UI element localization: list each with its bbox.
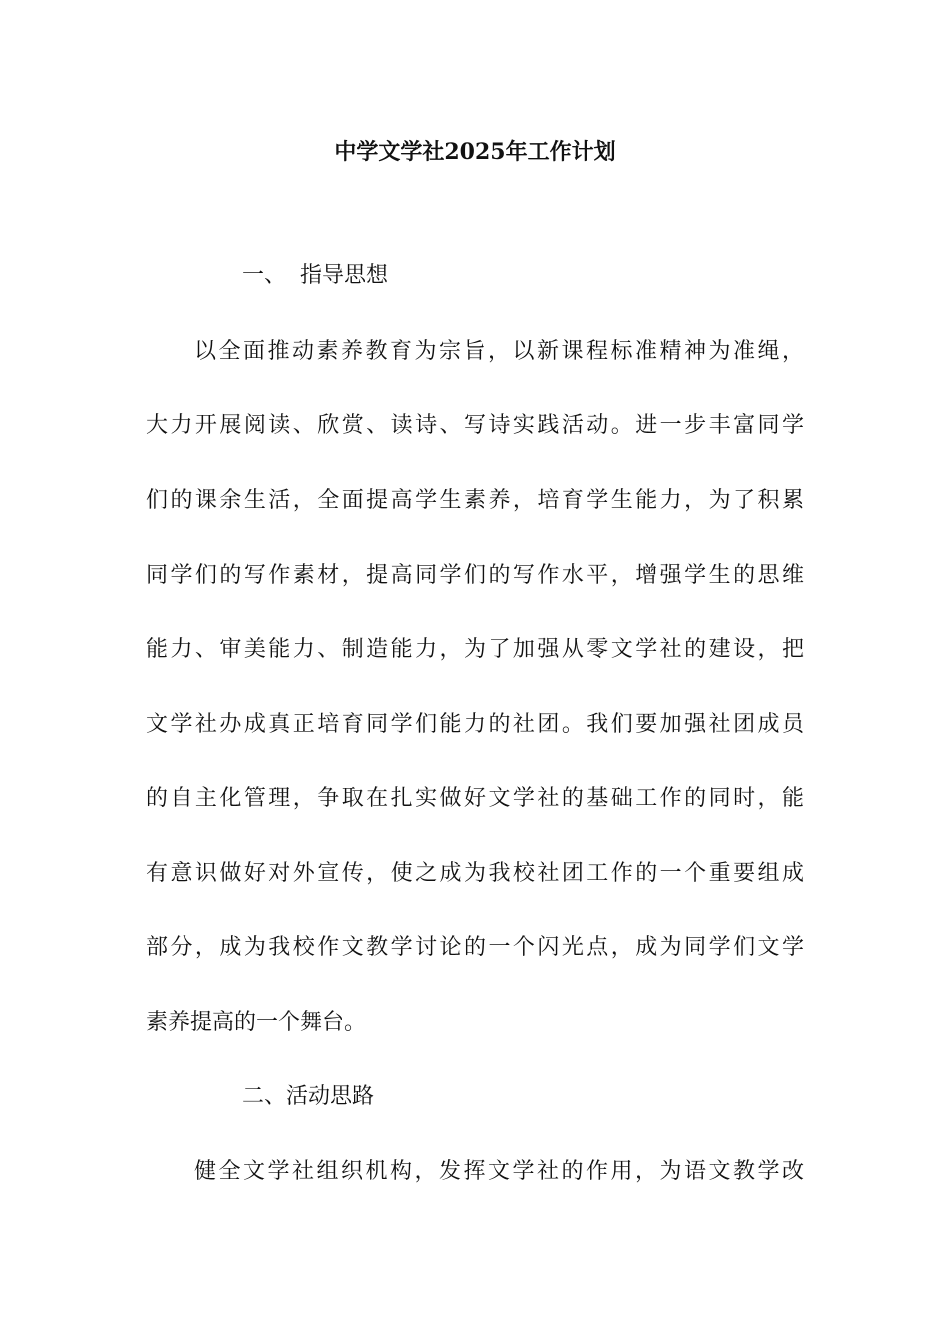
section-heading-activity-ideas: 二、活动思路 [242,1084,375,1109]
paragraph-line: 文学社办成真正培育同学们能力的社团。我们要加强社团成员 [146,712,804,737]
document-title: 中学文学社2025年工作计划 [334,139,616,165]
paragraph-line: 的自主化管理，争取在扎实做好文学社的基础工作的同时，能 [146,786,804,811]
section-number: 一、 [242,263,287,288]
paragraph-line: 能力、审美能力、制造能力，为了加强从零文学社的建设，把 [146,637,804,662]
paragraph-line: 部分，成为我校作文教学讨论的一个闪光点，成为同学们文学 [146,935,804,960]
paragraph-line: 健全文学社组织机构，发挥文学社的作用，为语文教学改 [194,1159,804,1184]
paragraph-line: 有意识做好对外宣传，使之成为我校社团工作的一个重要组成 [146,861,804,886]
paragraph-line: 大力开展阅读、欣赏、读诗、写诗实践活动。进一步丰富同学 [146,413,804,438]
section-heading-guiding-ideology [242,260,388,292]
section-heading-text: 指导思想 [300,263,389,288]
paragraph-line: 以全面推动素养教育为宗旨，以新课程标准精神为准绳， [194,339,804,364]
paragraph-line: 素养提高的一个舞台。 [146,1010,367,1035]
paragraph-line: 同学们的写作素材，提高同学们的写作水平，增强学生的思维 [146,563,804,588]
paragraph-line: 们的课余生活，全面提高学生素养，培育学生能力，为了积累 [146,488,804,513]
